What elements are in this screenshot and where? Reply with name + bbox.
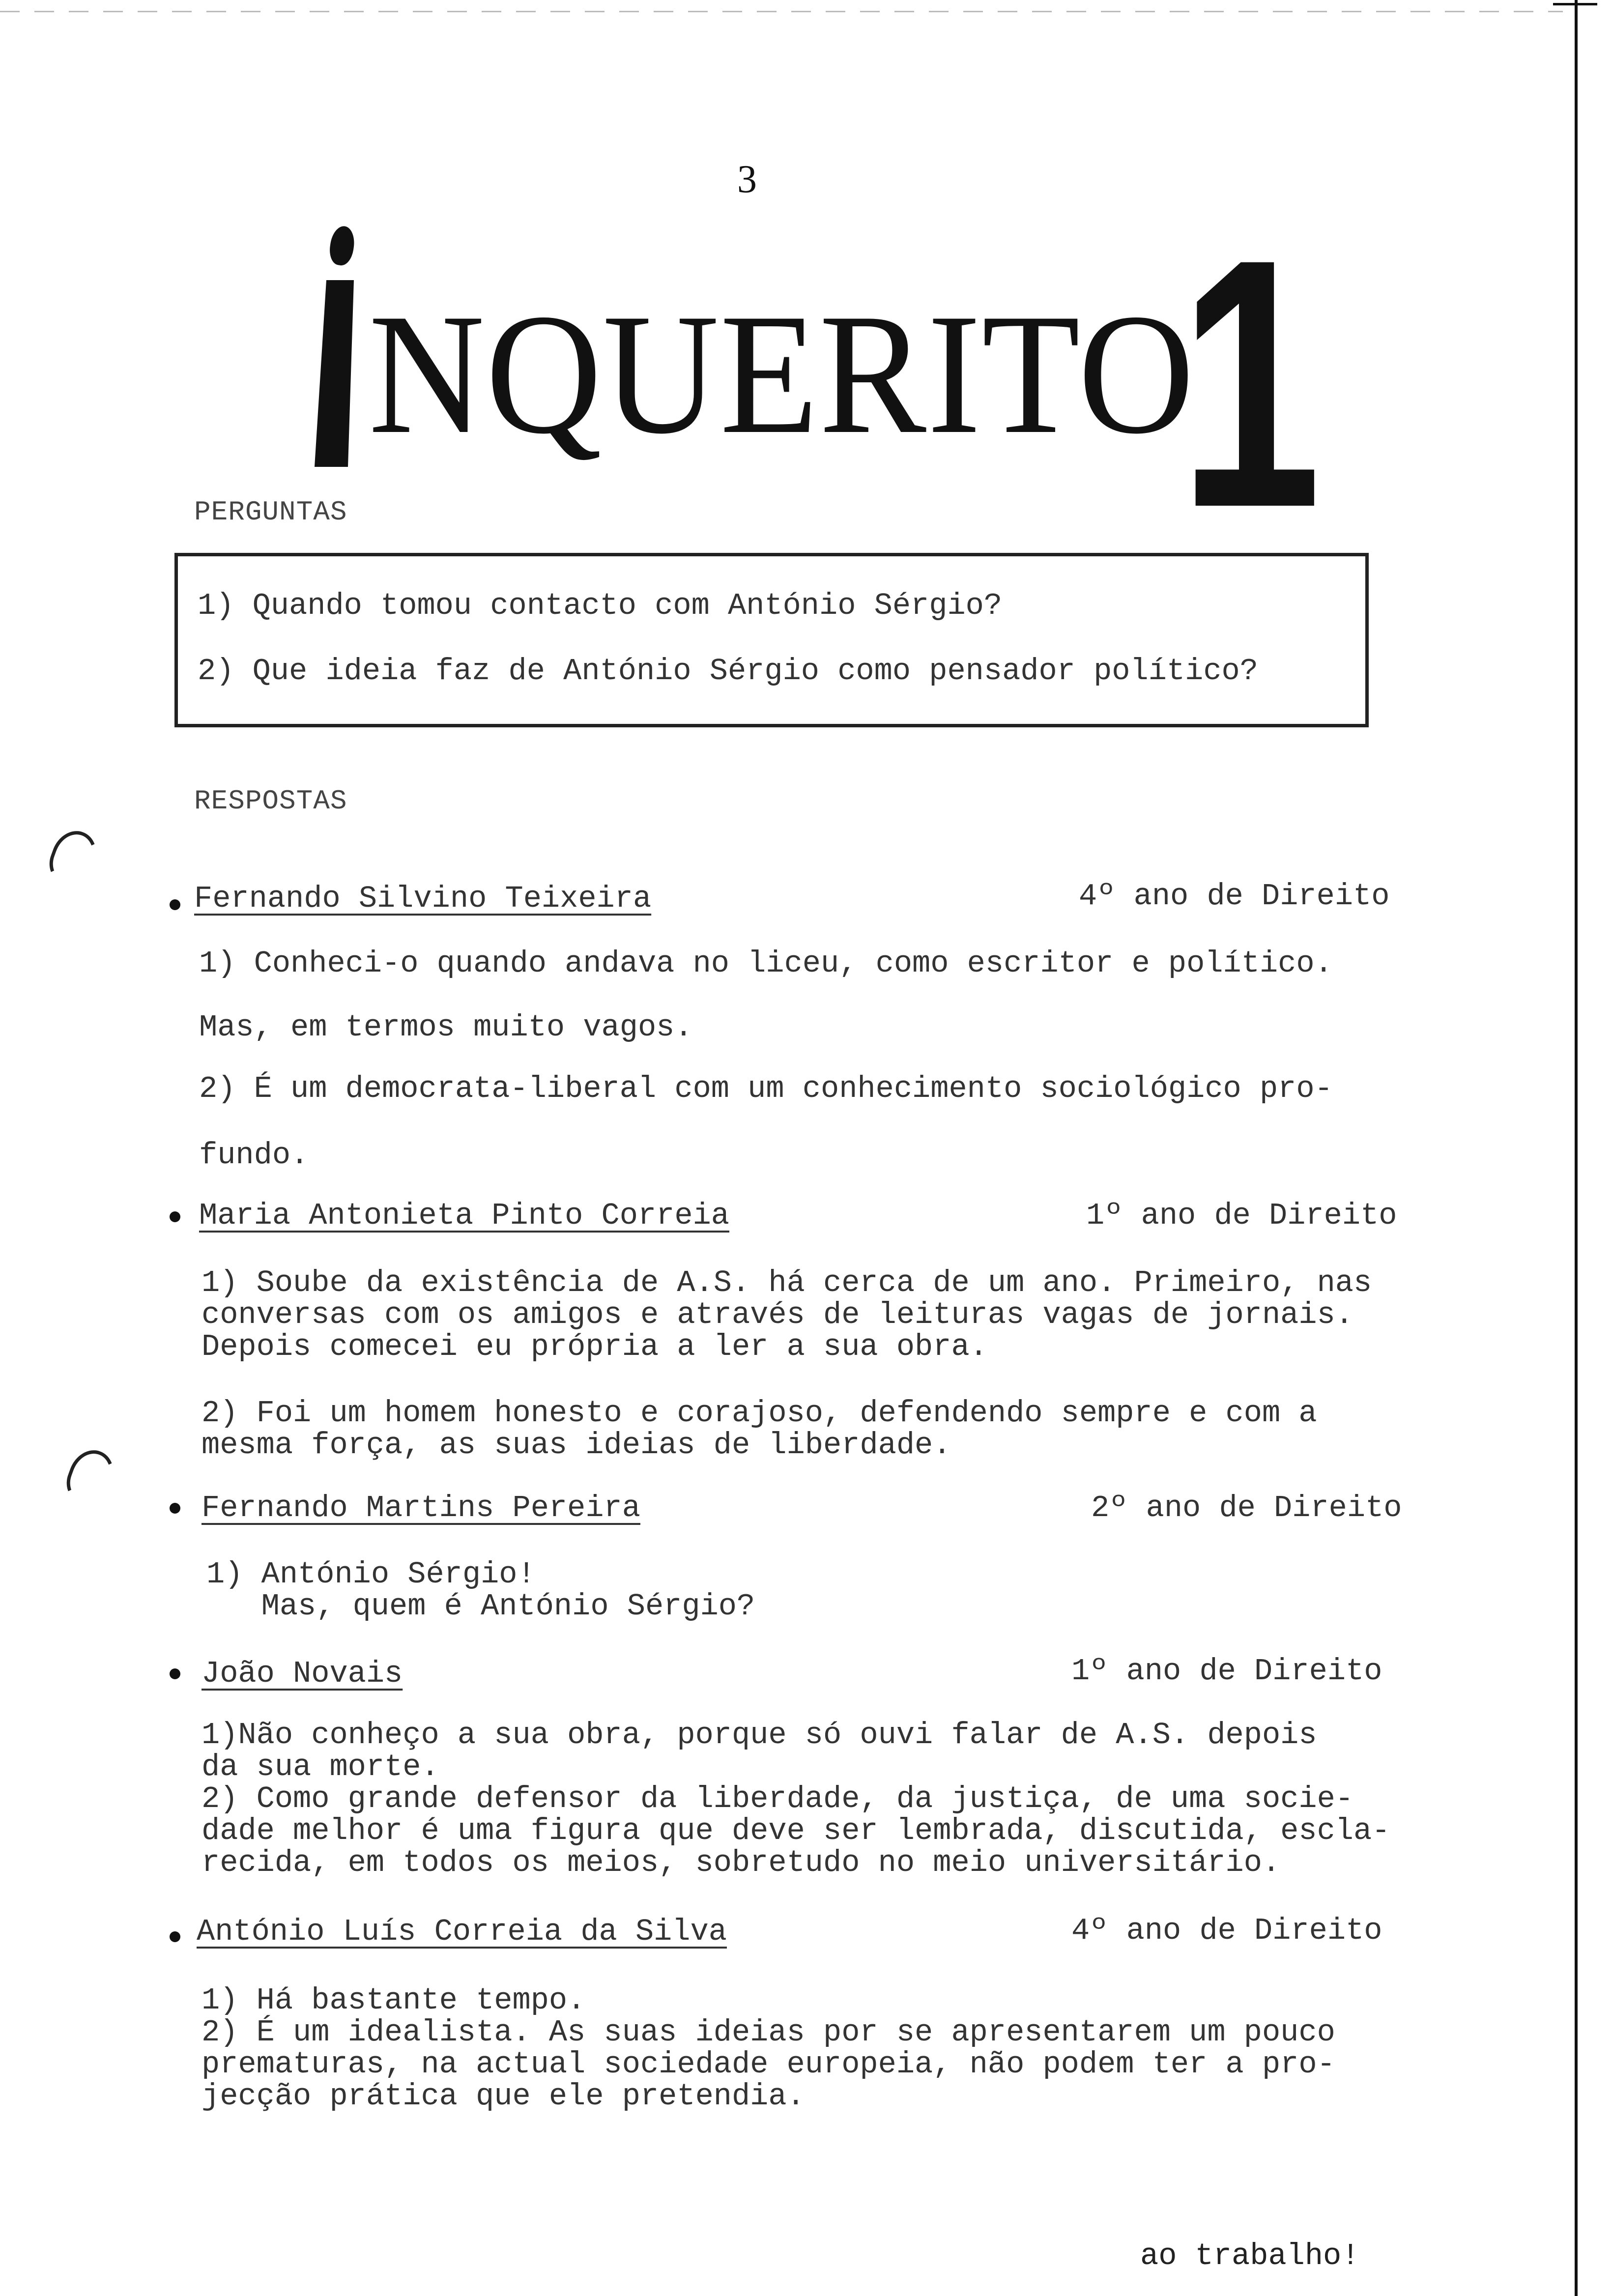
answer-line: fundo.: [199, 1138, 309, 1173]
respondent-year: 1º ano de Direito: [1086, 1198, 1397, 1233]
answer-line: 2) Como grande defensor da liberdade, da justiça, de uma socie-: [202, 1781, 1353, 1816]
bullet: [170, 1503, 180, 1514]
bullet: [170, 1668, 180, 1679]
answer-line: Mas, quem é António Sérgio?: [206, 1589, 755, 1624]
page-number: 3: [737, 158, 757, 201]
answer-line: 1) Há bastante tempo.: [202, 1983, 586, 2018]
scan-right-edge: [1575, 0, 1578, 2296]
respondent-year: 1º ano de Direito: [1071, 1654, 1382, 1689]
respondent-name: João Novais: [202, 1656, 403, 1691]
answer-line: 1) Soube da existência de A.S. há cerca de um ano. Primeiro, nas: [202, 1265, 1372, 1300]
answer-line: Mas, em termos muito vagos.: [199, 1010, 693, 1045]
questions-label: PERGUNTAS: [194, 496, 347, 528]
punch-hole-bottom: [61, 1444, 121, 1510]
answer-line: recida, em todos os meios, sobretudo no meio universitário.: [202, 1845, 1281, 1880]
masthead-i-dot: [328, 225, 357, 267]
answer-line: 2) É um idealista. As suas ideias por se apresentarem um pouco: [202, 2015, 1335, 2050]
masthead-title: NQUERITO: [369, 278, 1195, 470]
respondent-name: António Luís Correia da Silva: [197, 1914, 727, 1949]
responses-label: RESPOSTAS: [194, 785, 347, 817]
answer-line: Depois comecei eu própria a ler a sua obra.: [202, 1329, 988, 1364]
answer-line: 1)Não conheço a sua obra, porque só ouvi falar de A.S. depois: [202, 1718, 1317, 1752]
respondent-year: 2º ano de Direito: [1091, 1491, 1402, 1525]
respondent-name: Maria Antonieta Pinto Correia: [199, 1198, 729, 1233]
respondent-year: 4º ano de Direito: [1079, 879, 1390, 914]
answer-line: prematuras, na actual sociedade europeia, não podem ter a pro-: [202, 2047, 1335, 2082]
answer-line: dade melhor é uma figura que deve ser lembrada, discutida, escla-: [202, 1813, 1390, 1848]
answer-line: mesma força, as suas ideias de liberdade.: [202, 1428, 951, 1463]
answer-line: 1) Conheci-o quando andava no liceu, como escritor e político.: [199, 946, 1333, 981]
answer-line: 1) António Sérgio!: [206, 1557, 536, 1592]
answer-line: conversas com os amigos e através de leituras vagas de jornais.: [202, 1297, 1353, 1332]
question-1: 1) Quando tomou contacto com António Sérgio?: [198, 588, 1003, 623]
respondent-name: Fernando Martins Pereira: [202, 1491, 640, 1525]
scan-corner-mark: [1553, 3, 1597, 5]
bullet: [170, 1211, 180, 1222]
answer-line: da sua morte.: [202, 1750, 439, 1784]
answer-line: 2) Foi um homem honesto e corajoso, defendendo sempre e com a: [202, 1396, 1317, 1431]
bullet: [170, 899, 180, 910]
respondent-year: 4º ano de Direito: [1071, 1913, 1382, 1948]
masthead: [295, 185, 1376, 581]
bullet: [170, 1931, 180, 1942]
question-2: 2) Que ideia faz de António Sérgio como pensador político?: [198, 654, 1258, 689]
scan-top-edge: [0, 11, 1563, 12]
answer-line: 2) É um democrata-liberal com um conhecimento sociológico pro-: [199, 1071, 1333, 1106]
respondent-name: Fernando Silvino Teixeira: [194, 881, 652, 916]
masthead-number: 1: [1180, 185, 1322, 581]
punch-hole-top: [44, 825, 104, 890]
masthead-i-stem: [315, 280, 354, 467]
questions-box: [174, 553, 1369, 727]
closing-note: ao trabalho!: [1140, 2239, 1360, 2273]
answer-line: jecção prática que ele pretendia.: [202, 2079, 805, 2114]
